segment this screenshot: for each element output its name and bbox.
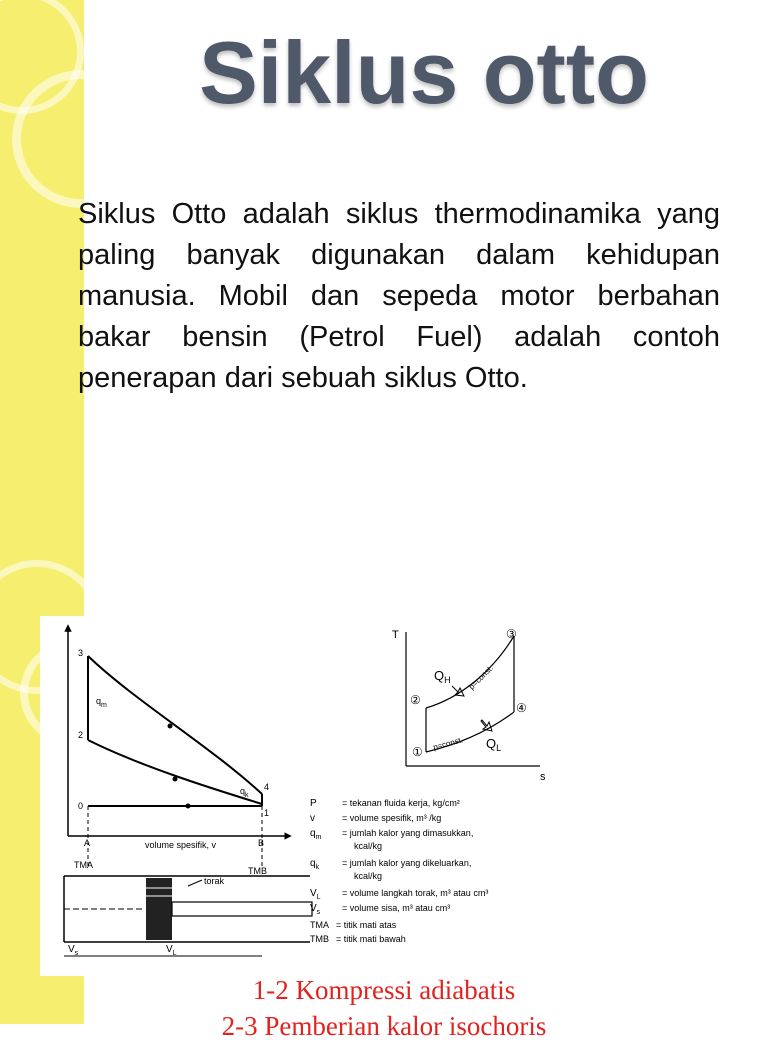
ts-heat-in-label: $Q_H$ (434, 668, 451, 685)
legend-description: = volume spesifik, m³ /kg (342, 813, 442, 823)
legend-symbol: TMB (310, 934, 329, 944)
torak-label: torak (204, 876, 225, 886)
pv-heat-out-label: $q_k$ (240, 786, 249, 799)
ts-x-axis-label: s (540, 771, 546, 783)
pv-mark-a: A (84, 838, 91, 848)
ts-heat-out-label: $Q_L$ (486, 736, 502, 753)
vl-label: $V_L$ (166, 944, 177, 957)
pv-point-1: 1 (264, 808, 270, 818)
pv-diagram (40, 628, 288, 866)
torak-leader (188, 880, 202, 886)
legend-symbol: TMA (310, 920, 329, 930)
pv-point-0: 0 (78, 801, 84, 811)
ts-const-top: p=const. (467, 663, 495, 692)
ts-y-axis-label: T (392, 629, 399, 641)
pv-heat-in-label: $q_m$ (96, 696, 107, 709)
body-paragraph: Siklus Otto adalah siklus thermodinamika yang paling banyak digunakan dalam kehidupan manusia. Mobil dan sepeda motor berbahan bakar bensin (Petrol Fuel) adalah contoh penerapan dari sebuah siklus Otto. (78, 198, 720, 394)
cycle-step: 1-2 Kompressi adiabatis (252, 975, 516, 1005)
flow-marker (173, 777, 178, 782)
tmb-label: TMB (248, 866, 267, 876)
piston-head (146, 878, 172, 940)
ts-heat-out-arrow (481, 720, 492, 731)
cycle-steps (0, 972, 768, 1044)
ts-point-4: ④ (516, 701, 527, 715)
tma-label: TMA (74, 860, 93, 870)
piston-rod (172, 902, 312, 916)
legend-description: = titik mati bawah (336, 934, 406, 944)
ts-const-bottom: p=const. (432, 735, 464, 752)
legend-description: kcal/kg (354, 871, 383, 881)
ts-diagram (392, 627, 546, 783)
legend-symbol: $q_m$ (310, 828, 322, 841)
otto-cycle-diagrams (40, 616, 568, 976)
legend-description: = volume langkah torak, m³ atau cm³ (342, 888, 489, 898)
legend-description: = volume sisa, m³ atau cm³ (342, 903, 451, 913)
ts-point-2: ② (410, 693, 421, 707)
pv-point-2: 2 (78, 730, 84, 740)
expansion-curve (88, 656, 262, 794)
legend-symbol: $V_s$ (310, 903, 321, 916)
legend-symbol: P (310, 798, 317, 809)
pv-x-axis-label: volume spesifik, v (145, 840, 217, 850)
flow-marker (168, 724, 173, 729)
legend-symbol: $q_k$ (310, 858, 320, 871)
symbol-legend (310, 798, 488, 944)
legend-description: kcal/kg (354, 841, 383, 851)
legend-symbol: v (310, 813, 315, 824)
page-title: Siklus otto (199, 23, 649, 122)
legend-description: = jumlah kalor yang dikeluarkan, (342, 858, 472, 868)
ts-point-1: ① (412, 745, 423, 759)
vs-label: $V_s$ (68, 944, 79, 957)
pv-point-3: 3 (78, 648, 84, 658)
legend-description: = tekanan fluida kerja, kg/cm² (342, 798, 460, 808)
flow-marker (186, 804, 191, 809)
legend-symbol: $V_L$ (310, 888, 321, 901)
ts-point-3: ③ (506, 627, 517, 641)
legend-description: = jumlah kalor yang dimasukkan, (342, 828, 474, 838)
legend-description: = titik mati atas (336, 920, 397, 930)
piston-diagram (64, 860, 312, 957)
pv-mark-b: B (258, 838, 265, 848)
otto-cycle-figure (40, 616, 568, 976)
cycle-step: 2-3 Pemberian kalor isochoris (221, 1011, 547, 1041)
pv-point-4: 4 (264, 782, 270, 792)
